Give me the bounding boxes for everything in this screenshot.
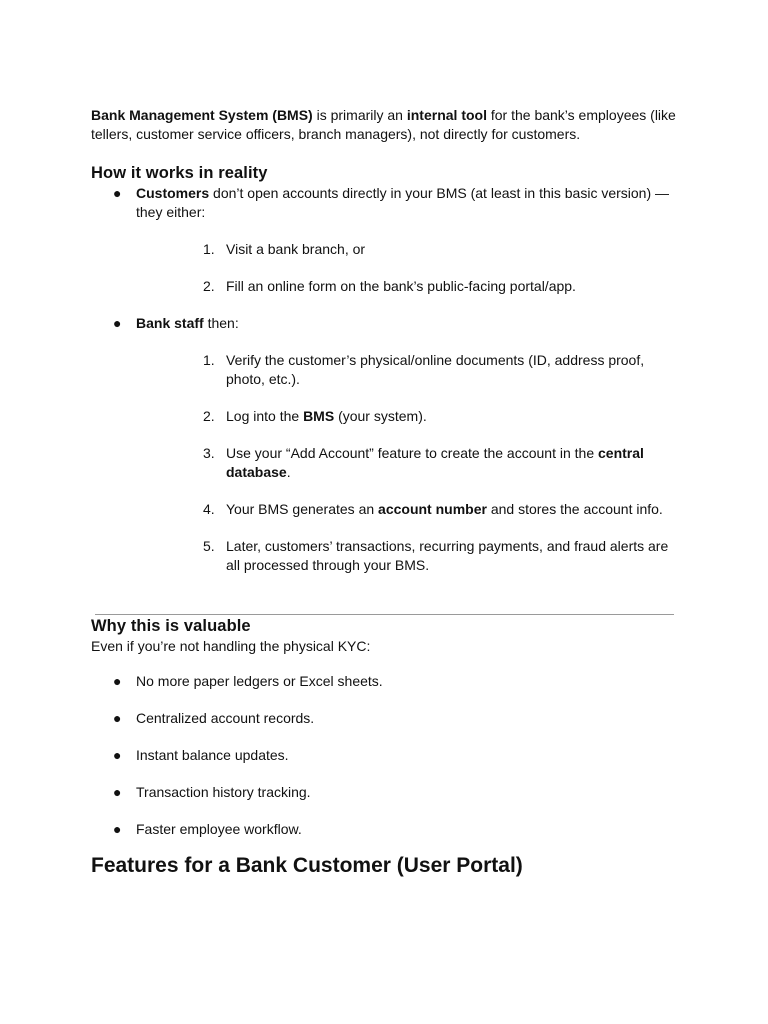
bullet-marker: ● bbox=[113, 673, 122, 689]
intro-text-2: for the bank’s employees (like tellers, customer service officers, branch managers), not directly for customers. bbox=[91, 107, 676, 142]
staff-step-3-text-c: . bbox=[286, 464, 291, 480]
benefit-text: No more paper ledgers or Excel sheets. bbox=[136, 673, 383, 689]
customer-options-list bbox=[136, 240, 676, 296]
list-number: 3. bbox=[203, 445, 215, 461]
benefit-item bbox=[91, 783, 676, 802]
list-number: 1. bbox=[203, 241, 215, 257]
staff-step-4 bbox=[136, 500, 676, 519]
staff-step-3 bbox=[136, 444, 676, 482]
heading-why-valuable bbox=[91, 615, 676, 637]
intro-paragraph bbox=[91, 106, 676, 144]
bank-staff-label: Bank staff bbox=[136, 315, 204, 331]
heading-why-valuable-text: Why this is valuable bbox=[91, 617, 251, 635]
staff-step-3-text-a: Use your “Add Account” feature to create the account in the bbox=[226, 445, 598, 461]
staff-step-2 bbox=[136, 407, 676, 426]
customers-label: Customers bbox=[136, 185, 210, 201]
benefit-text: Centralized account records. bbox=[136, 710, 315, 726]
staff-step-4-account-number: account number bbox=[378, 501, 487, 517]
bullet-marker: ● bbox=[113, 821, 122, 837]
benefits-list bbox=[91, 672, 676, 839]
customer-option-1-text: Visit a bank branch, or bbox=[226, 241, 366, 257]
bullet-marker: ● bbox=[113, 185, 122, 201]
bullet-bank-staff bbox=[91, 314, 676, 575]
staff-step-3-central-db: central database bbox=[226, 445, 644, 480]
staff-step-5-text: Later, customers’ transactions, recurring payments, and fraud alerts are all processed through your BMS. bbox=[226, 538, 669, 573]
benefit-item bbox=[91, 672, 676, 691]
heading-how-it-works bbox=[91, 162, 676, 184]
heading-customer-features: Features for a Bank Customer (User Portal) bbox=[91, 854, 523, 877]
how-it-works-list bbox=[91, 184, 676, 575]
customers-text: don’t open accounts directly in your BMS (at least in this basic version) — they either: bbox=[136, 185, 670, 220]
benefit-item bbox=[91, 820, 676, 839]
staff-step-1 bbox=[136, 351, 676, 389]
staff-step-4-text-c: and stores the account info. bbox=[486, 501, 663, 517]
list-number: 2. bbox=[203, 408, 215, 424]
staff-step-2-text-a: Log into the bbox=[226, 408, 304, 424]
document-page bbox=[91, 106, 676, 879]
customer-option-2-text: Fill an online form on the bank’s public-facing portal/app. bbox=[226, 278, 576, 294]
staff-steps-list bbox=[136, 351, 676, 575]
benefit-text: Instant balance updates. bbox=[136, 747, 289, 763]
staff-step-5 bbox=[136, 537, 676, 575]
bullet-marker: ● bbox=[113, 315, 122, 331]
customer-option-2 bbox=[136, 277, 676, 296]
customer-option-1 bbox=[136, 240, 676, 259]
benefit-text: Faster employee workflow. bbox=[136, 821, 302, 837]
kyc-lead-text: Even if you’re not handling the physical KYC: bbox=[91, 638, 371, 654]
staff-step-2-text-c: (your system). bbox=[334, 408, 427, 424]
bank-staff-text: then: bbox=[203, 315, 239, 331]
list-number: 1. bbox=[203, 352, 215, 368]
staff-step-1-text: Verify the customer’s physical/online documents (ID, address proof, photo, etc.). bbox=[226, 352, 645, 387]
staff-step-2-bms: BMS bbox=[303, 408, 335, 424]
benefit-item bbox=[91, 746, 676, 765]
benefit-text: Transaction history tracking. bbox=[136, 784, 311, 800]
benefit-item bbox=[91, 709, 676, 728]
bullet-marker: ● bbox=[113, 784, 122, 800]
bullet-customers bbox=[91, 184, 676, 296]
list-number: 5. bbox=[203, 538, 215, 554]
intro-internal-tool: internal tool bbox=[406, 107, 487, 123]
staff-step-4-text-a: Your BMS generates an bbox=[226, 501, 379, 517]
list-number: 4. bbox=[203, 501, 215, 517]
intro-text-1: is primarily an bbox=[312, 107, 407, 123]
intro-bms-term: Bank Management System (BMS) bbox=[91, 107, 313, 123]
list-number: 2. bbox=[203, 278, 215, 294]
bullet-marker: ● bbox=[113, 710, 122, 726]
bullet-marker: ● bbox=[113, 747, 122, 763]
heading-how-it-works-text: How it works in reality bbox=[91, 164, 268, 182]
